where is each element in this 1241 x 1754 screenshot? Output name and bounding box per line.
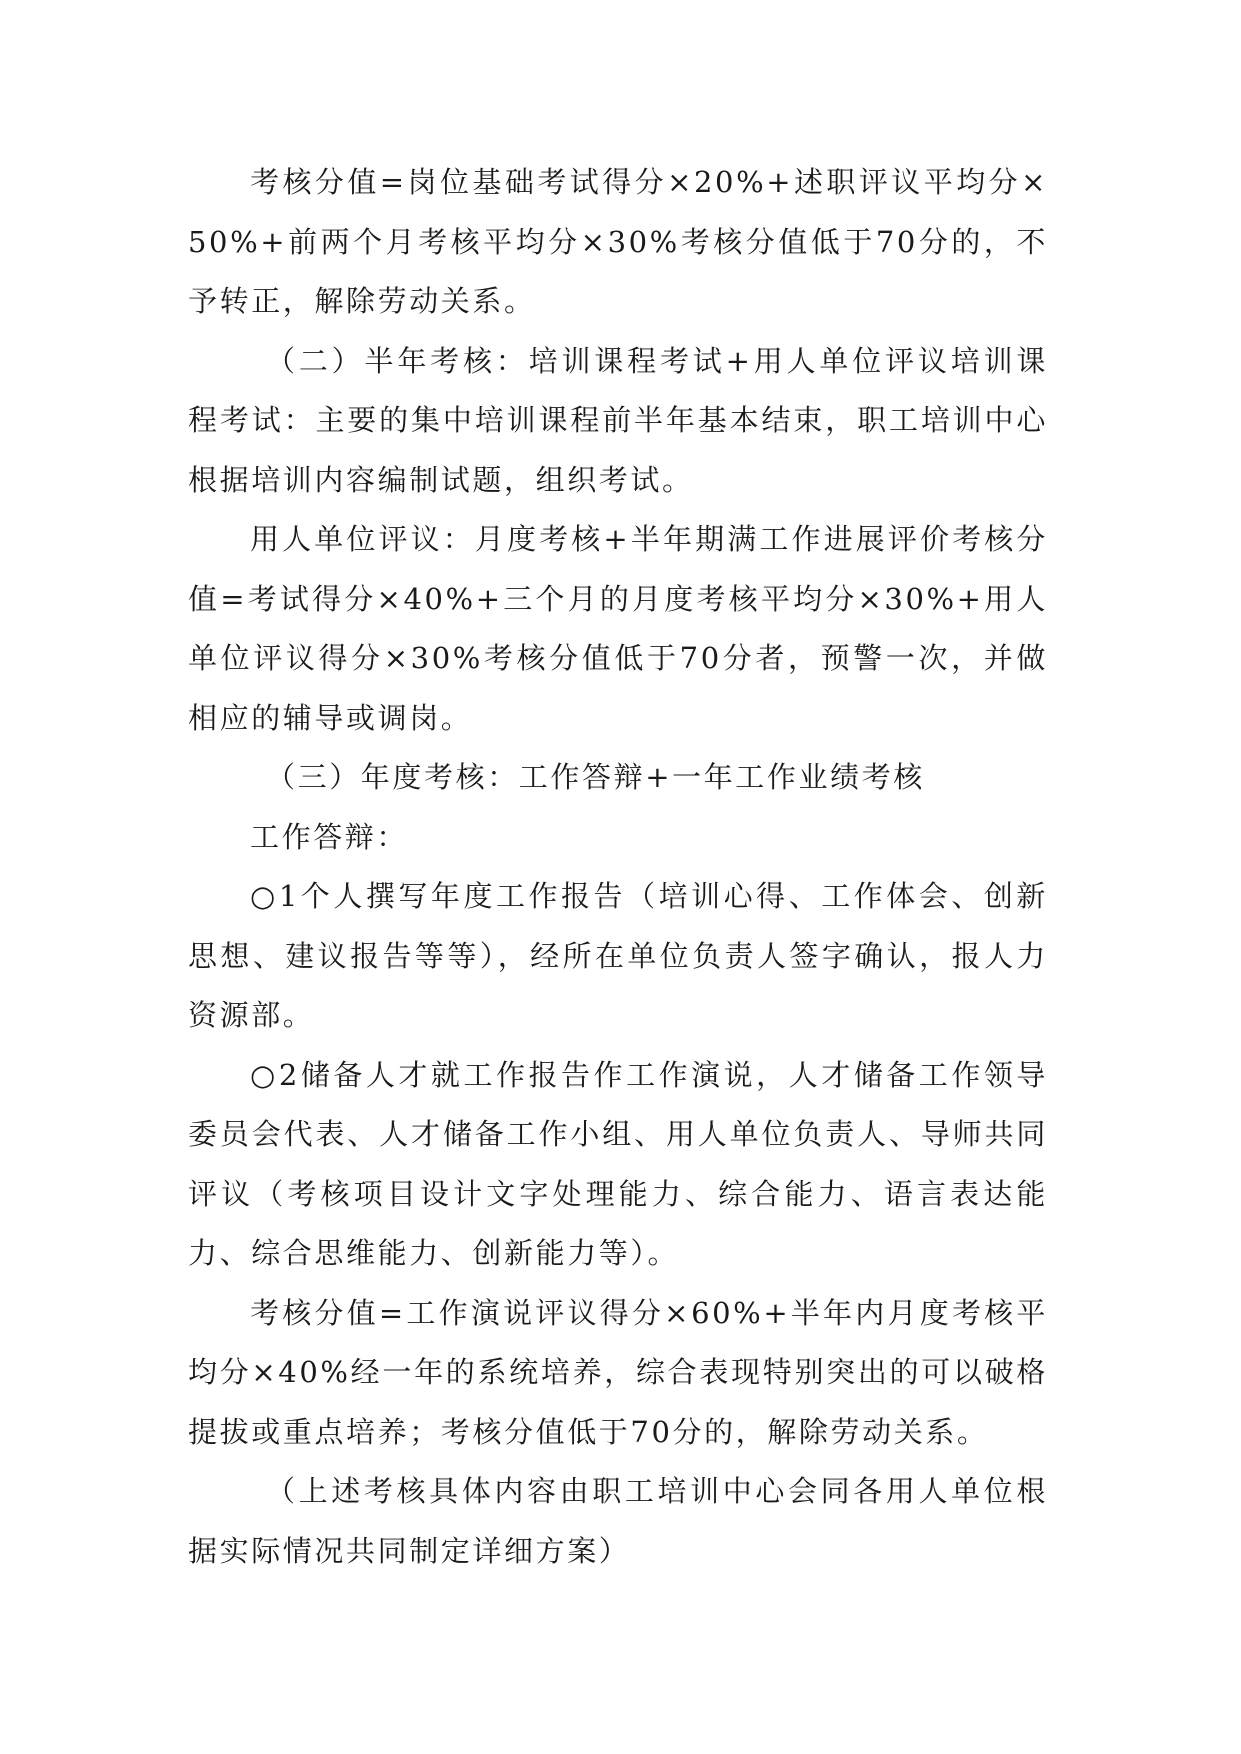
paragraph-annual-score-formula: 考核分值=工作演说评议得分×60%+半年内月度考核平均分×40%经一年的系统培养，综合表现特别突出的可以破格提拔或重点培养；考核分值低于70分的，解除劳动关系。 — [188, 1295, 1048, 1449]
paragraph-probation-score-formula: 考核分值=岗位基础考试得分×20%+述职评议平均分×50%+前两个月考核平均分×30%考核分值低于70分的，不予转正，解除劳动关系。 — [188, 165, 1048, 318]
paragraph-work-defense-label: 工作答辩： — [250, 819, 409, 854]
paragraph-closing-note: （上述考核具体内容由职工培训中心会同各用人单位根据实际情况共同制定详细方案） — [188, 1474, 1048, 1568]
paragraph-half-year-assessment: （二）半年考核：培训课程考试+用人单位评议培训课程考试：主要的集中培训课程前半年基本结束，职工培训中心根据培训内容编制试题，组织考试。 — [188, 343, 1048, 497]
paragraph-item-1-annual-report: ○1个人撰写年度工作报告（培训心得、工作体会、创新思想、建议报告等等），经所在单位负责人签字确认，报人力资源部。 — [188, 879, 1048, 1032]
paragraph-annual-assessment-heading: （三）年度考核：工作答辩+一年工作业绩考核 — [266, 760, 925, 794]
paragraph-item-2-work-speech: ○2储备人才就工作报告作工作演说，人才储备工作领导委员会代表、人才储备工作小组、用人单位负责人、导师共同评议（考核项目设计文字处理能力、综合能力、语言表达能力、综合思维能力、创新能力等）。 — [188, 1057, 1048, 1270]
document-page — [188, 153, 1048, 1581]
paragraph-employer-evaluation: 用人单位评议：月度考核+半年期满工作进展评价考核分值=考试得分×40%+三个月的月度考核平均分×30%+用人单位评议得分×30%考核分值低于70分者，预警一次，并做相应的辅导或调岗。 — [188, 522, 1048, 735]
